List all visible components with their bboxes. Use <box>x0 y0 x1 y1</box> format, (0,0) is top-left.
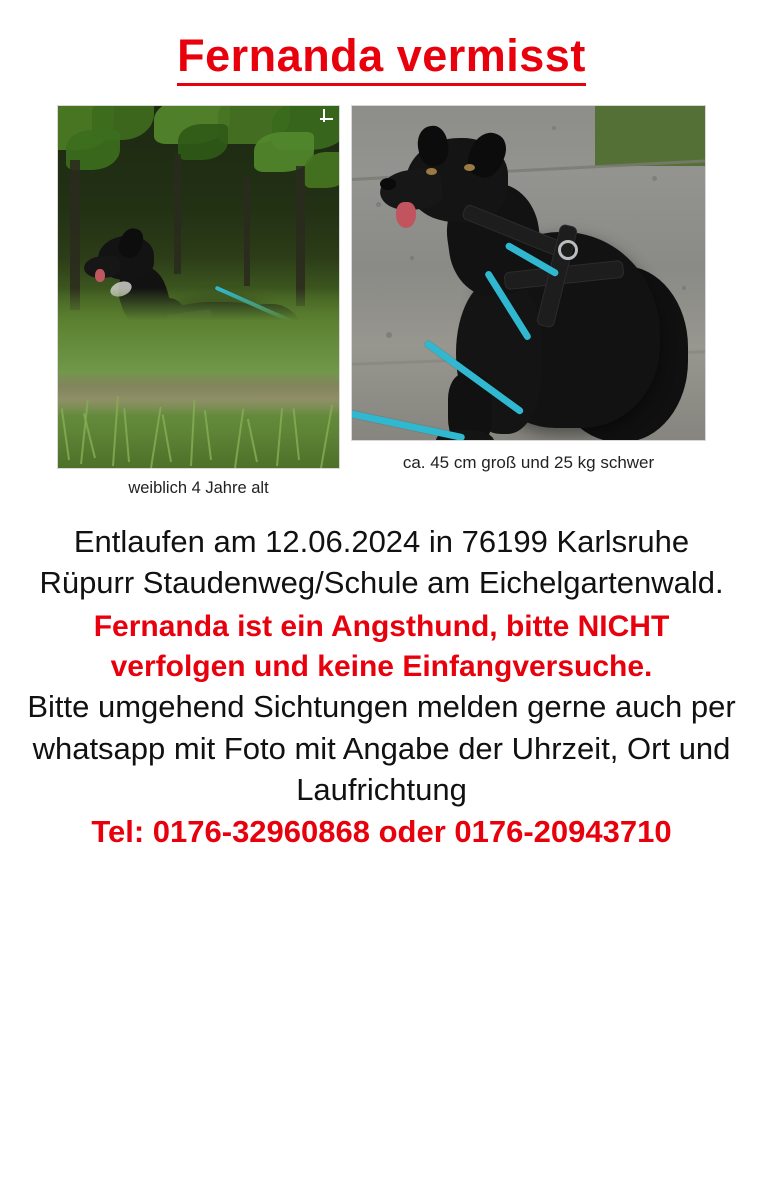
photo-right-scene <box>352 106 705 440</box>
paragraph-report-instructions: Bitte umgehend Sichtungen melden gerne auch per whatsapp mit Foto mit Angabe der Uhrzeit, Ort und Laufrichtung <box>27 689 736 807</box>
photo-row <box>0 105 763 499</box>
photo-column-right <box>351 105 706 473</box>
dog-right-nose <box>380 178 396 190</box>
dog-photo-left <box>57 105 340 469</box>
photo-left-scene <box>58 106 339 468</box>
photo-left-caption: weiblich 4 Jahre alt <box>128 479 269 497</box>
photo-left-path <box>58 370 339 416</box>
dog-photo-right <box>351 105 706 441</box>
poster-body-text <box>0 521 763 853</box>
page-title-text: Fernanda vermisst <box>177 30 586 86</box>
crop-marker-icon <box>320 109 333 122</box>
harness-ring-icon <box>558 240 578 260</box>
dog-left-tongue <box>95 269 105 282</box>
contact-phone-numbers: Tel: 0176-32960868 oder 0176-20943710 <box>91 814 672 850</box>
photo-column-left <box>57 105 340 499</box>
page-title <box>0 30 763 88</box>
paragraph-warning: Fernanda ist ein Angsthund, bitte NICHT verfolgen und keine Einfangversuche. <box>93 610 670 683</box>
photo-right-caption: ca. 45 cm groß und 25 kg schwer <box>402 453 655 472</box>
dog-right-tongue <box>396 202 416 228</box>
missing-dog-poster <box>0 30 763 1182</box>
paragraph-last-seen: Entlaufen am 12.06.2024 in 76199 Karlsruhe Rüpurr Staudenweg/Schule am Eichelgartenwald. <box>39 523 724 601</box>
